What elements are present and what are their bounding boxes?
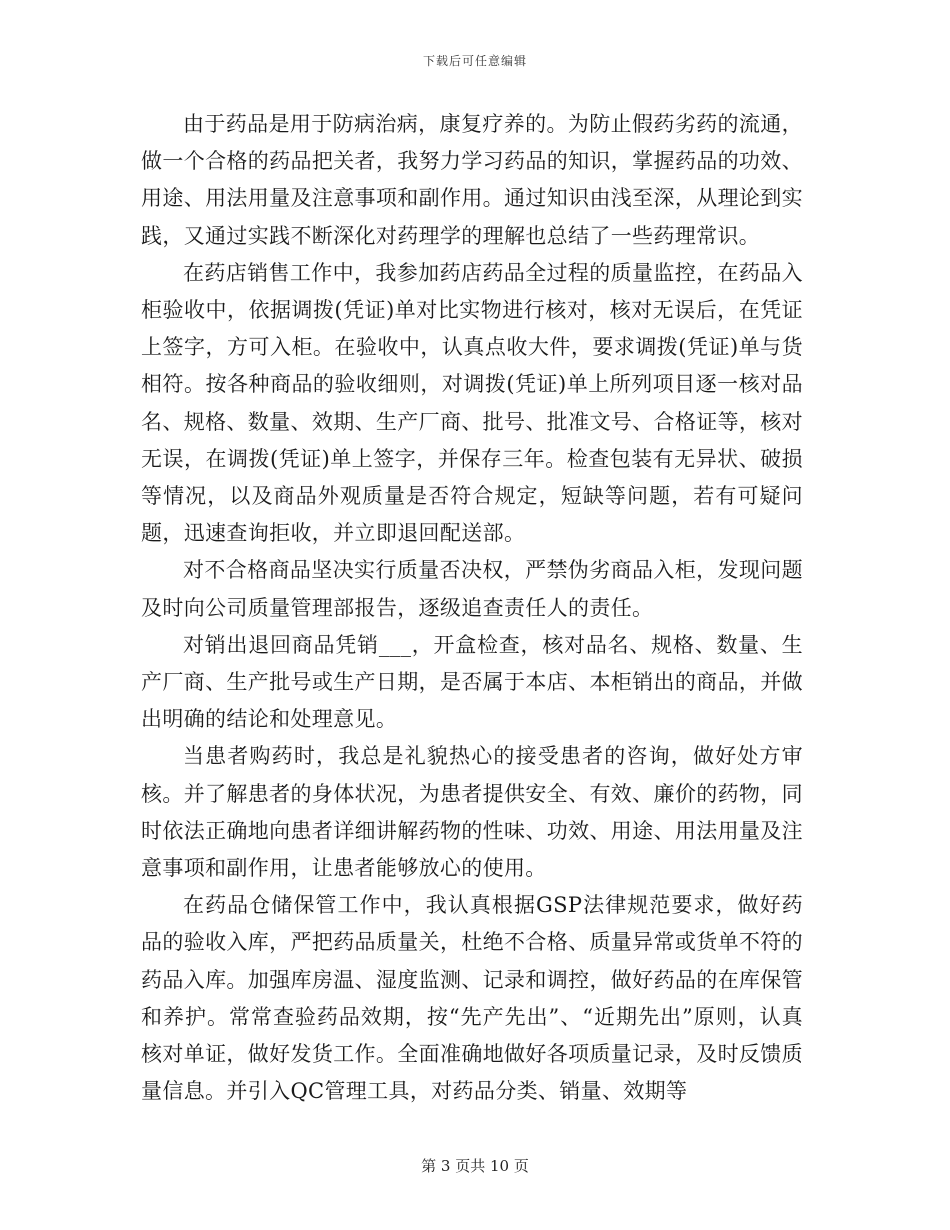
page-number-footer: 第 3 页共 10 页 — [421, 1157, 529, 1175]
paragraph: 在药品仓储保管工作中，我认真根据GSP法律规范要求，做好药品的验收入库，严把药品质量关，杜绝不合格、质量异常或货单不符的药品入库。加强库房温、湿度监测、记录和调控，做好药品的在库保管和养护。常常查验药品效期，按“先产先出”、“近期先出”原则，认真核对单证，做好发货工作。全面准确地做好各项质量记录，及时反馈质量信息。并引入QC管理工具，对药品分类、销量、效期等 — [141, 893, 803, 1104]
header-note: 下载后可任意编辑 — [422, 54, 527, 68]
paragraph: 在药店销售工作中，我参加药店药品全过程的质量监控，在药品入柜验收中，依据调拨(凭证)单对比实物进行核对，核对无误后，在凭证上签字，方可入柜。在验收中，认真点收大件，要求调拨(凭证)单与货相符。按各种商品的验收细则，对调拨(凭证)单上所列项目逐一核对品名、规格、数量、效期、生产厂商、批号、批准文号、合格证等，核对无误，在调拨(凭证)单上签字，并保存三年。检查包装有无异状、破损等情况，以及商品外观质量是否符合规定，短缺等问题，若有可疑问题，迅速查询拒收，并立即退回配送部。 — [141, 260, 803, 546]
paragraph: 对销出退回商品凭销___，开盒检查，核对品名、规格、数量、生产厂商、生产批号或生产日期，是否属于本店、本柜销出的商品，并做出明确的结论和处理意见。 — [141, 632, 803, 732]
paragraph: 由于药品是用于防病治病，康复疗养的。为防止假药劣药的流通，做一个合格的药品把关者，我努力学习药品的知识，掌握药品的功效、用途、用法用量及注意事项和副作用。通过知识由浅至深，从理论到实践，又通过实践不断深化对药理学的理解也总结了一些药理常识。 — [141, 112, 803, 248]
paragraph: 当患者购药时，我总是礼貌热心的接受患者的咨询，做好处方审核。并了解患者的身体状况，为患者提供安全、有效、廉价的药物，同时依法正确地向患者详细讲解药物的性味、功效、用途、用法用量及注意事项和副作用，让患者能够放心的使用。 — [141, 744, 803, 881]
document-body — [141, 106, 803, 1110]
paragraph: 对不合格商品坚决实行质量否决权，严禁伪劣商品入柜，发现问题及时向公司质量管理部报告，逐级追查责任人的责任。 — [141, 558, 803, 620]
